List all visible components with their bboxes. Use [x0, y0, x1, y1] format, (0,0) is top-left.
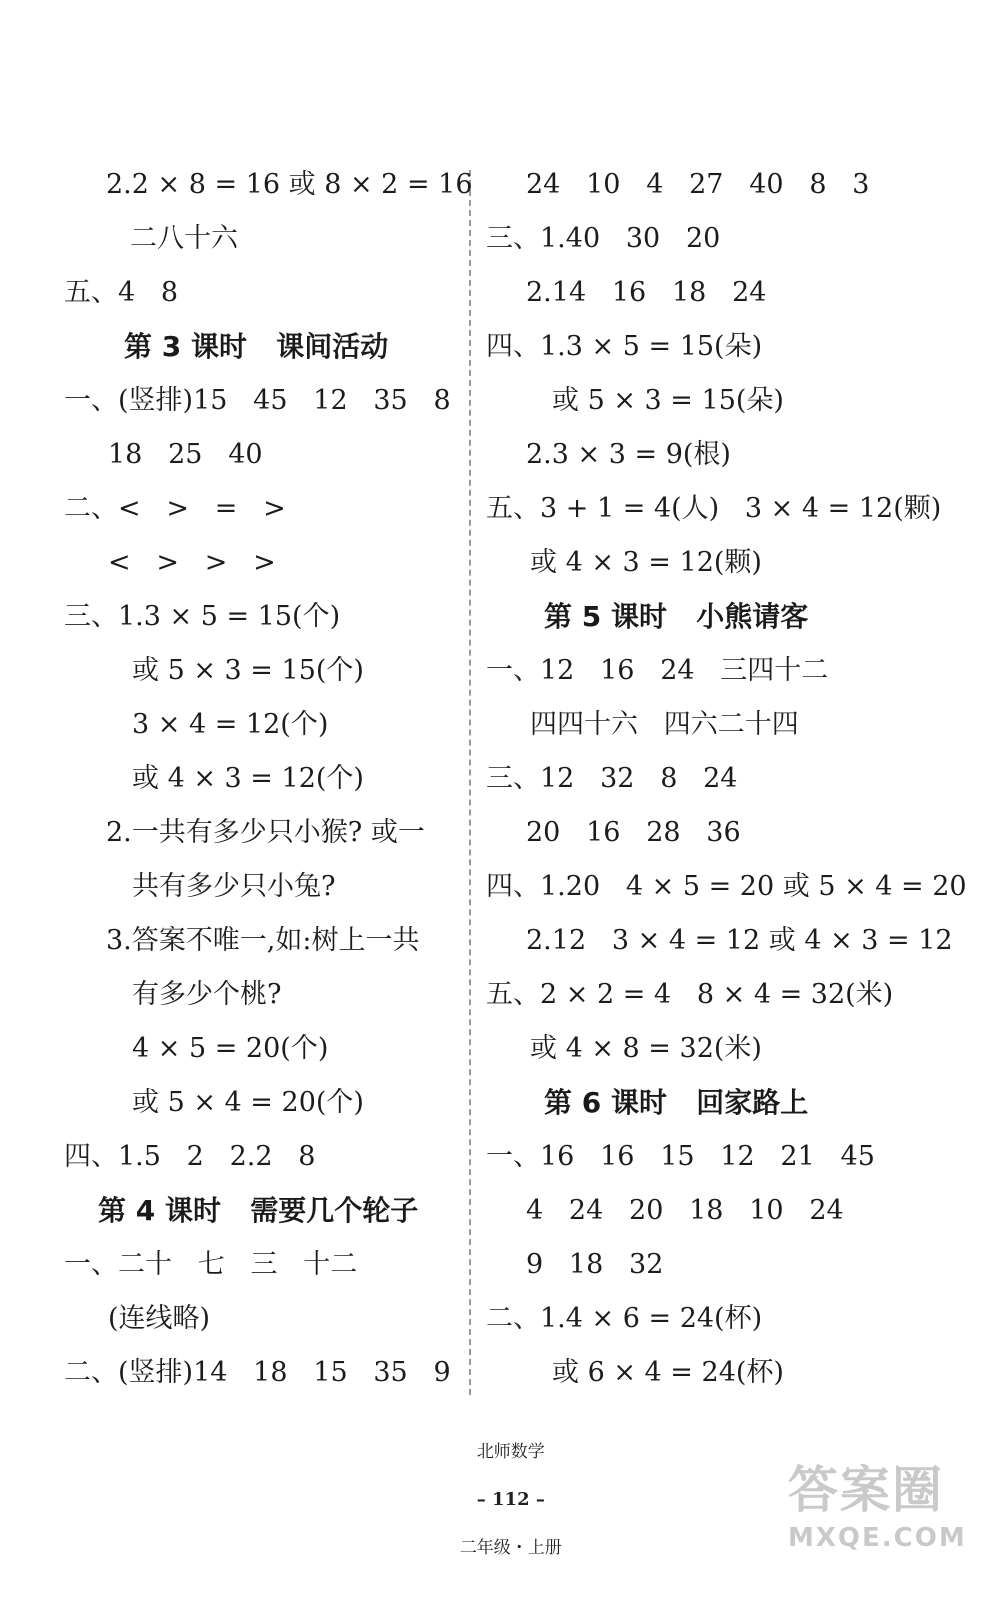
answer-line: 3.答案不唯一,如:树上一共 [106, 925, 420, 956]
answer-line: 二、1.4 × 6 = 24(杯) [486, 1303, 763, 1334]
answer-line: 五、4 8 [64, 277, 179, 308]
page-number: – 112 – [476, 1489, 545, 1510]
answer-line: 一、(竖排)15 45 12 35 8 [64, 385, 451, 416]
lesson-heading: 第 4 课时 需要几个轮子 [98, 1194, 419, 1227]
answer-line: 五、3 + 1 = 4(人) 3 × 4 = 12(颗) [486, 493, 942, 524]
answer-line: 或 4 × 3 = 12(个) [132, 763, 364, 794]
footer-grade: 二年级・上册 [459, 1538, 562, 1558]
answer-line: 24 10 4 27 40 8 3 [526, 169, 870, 200]
answer-line: 四、1.5 2 2.2 8 [64, 1141, 316, 1172]
answer-line: 4 24 20 18 10 24 [526, 1195, 844, 1226]
answer-line: 二、< > = > [64, 493, 286, 524]
answer-line: 一、二十 七 三 十二 [64, 1249, 358, 1280]
answer-line: 18 25 40 [108, 439, 263, 470]
answer-line: 或 4 × 3 = 12(颗) [530, 547, 762, 578]
watermark-logo [788, 1460, 978, 1580]
answer-line: 或 5 × 3 = 15(朵) [552, 385, 784, 416]
answer-line: 二、(竖排)14 18 15 35 9 [64, 1357, 451, 1388]
answer-line: 20 16 28 36 [526, 817, 741, 848]
answer-line: 有多少个桃? [132, 979, 282, 1010]
answer-line: 共有多少只小兔? [132, 871, 336, 902]
answer-line: < > > > [108, 547, 276, 578]
answer-line: 或 6 × 4 = 24(杯) [552, 1357, 784, 1388]
answer-line: 2.一共有多少只小猴? 或一 [106, 817, 425, 848]
lesson-heading: 第 5 课时 小熊请客 [544, 600, 809, 633]
answer-line: 四、1.3 × 5 = 15(朵) [486, 331, 763, 362]
watermark-title: 答案圈 [788, 1461, 944, 1519]
answer-line: 2.2 × 8 = 16 或 8 × 2 = 16 [106, 169, 473, 200]
answer-line: 一、16 16 15 12 21 45 [486, 1141, 875, 1172]
answer-line: 4 × 5 = 20(个) [132, 1033, 329, 1064]
answer-line: 三、1.3 × 5 = 15(个) [64, 601, 341, 632]
answer-line: 一、12 16 24 三四十二 [486, 655, 829, 686]
answer-line: 或 5 × 4 = 20(个) [132, 1087, 364, 1118]
answer-line: 9 18 32 [526, 1249, 664, 1280]
answer-line: 二八十六 [130, 223, 238, 254]
answer-line: 三、1.40 30 20 [486, 223, 721, 254]
answer-line: 2.14 16 18 24 [526, 277, 767, 308]
answer-line: 五、2 × 2 = 4 8 × 4 = 32(米) [486, 979, 894, 1010]
answer-line: 2.3 × 3 = 9(根) [526, 439, 731, 470]
lesson-heading: 第 6 课时 回家路上 [544, 1086, 809, 1119]
answer-line: 3 × 4 = 12(个) [132, 709, 329, 740]
answer-line: 或 4 × 8 = 32(米) [530, 1033, 762, 1064]
answer-line: (连线略) [108, 1303, 211, 1334]
answer-line: 或 5 × 3 = 15(个) [132, 655, 364, 686]
watermark-url: MXQE.COM [788, 1523, 967, 1553]
lesson-heading: 第 3 课时 课间活动 [124, 330, 389, 363]
answer-line: 三、12 32 8 24 [486, 763, 738, 794]
answer-line: 四四十六 四六二十四 [530, 709, 799, 740]
column-divider [469, 170, 471, 1395]
answer-line: 2.12 3 × 4 = 12 或 4 × 3 = 12 [526, 925, 953, 956]
footer-subject: 北师数学 [476, 1442, 545, 1462]
answer-line: 四、1.20 4 × 5 = 20 或 5 × 4 = 20 [486, 871, 967, 902]
